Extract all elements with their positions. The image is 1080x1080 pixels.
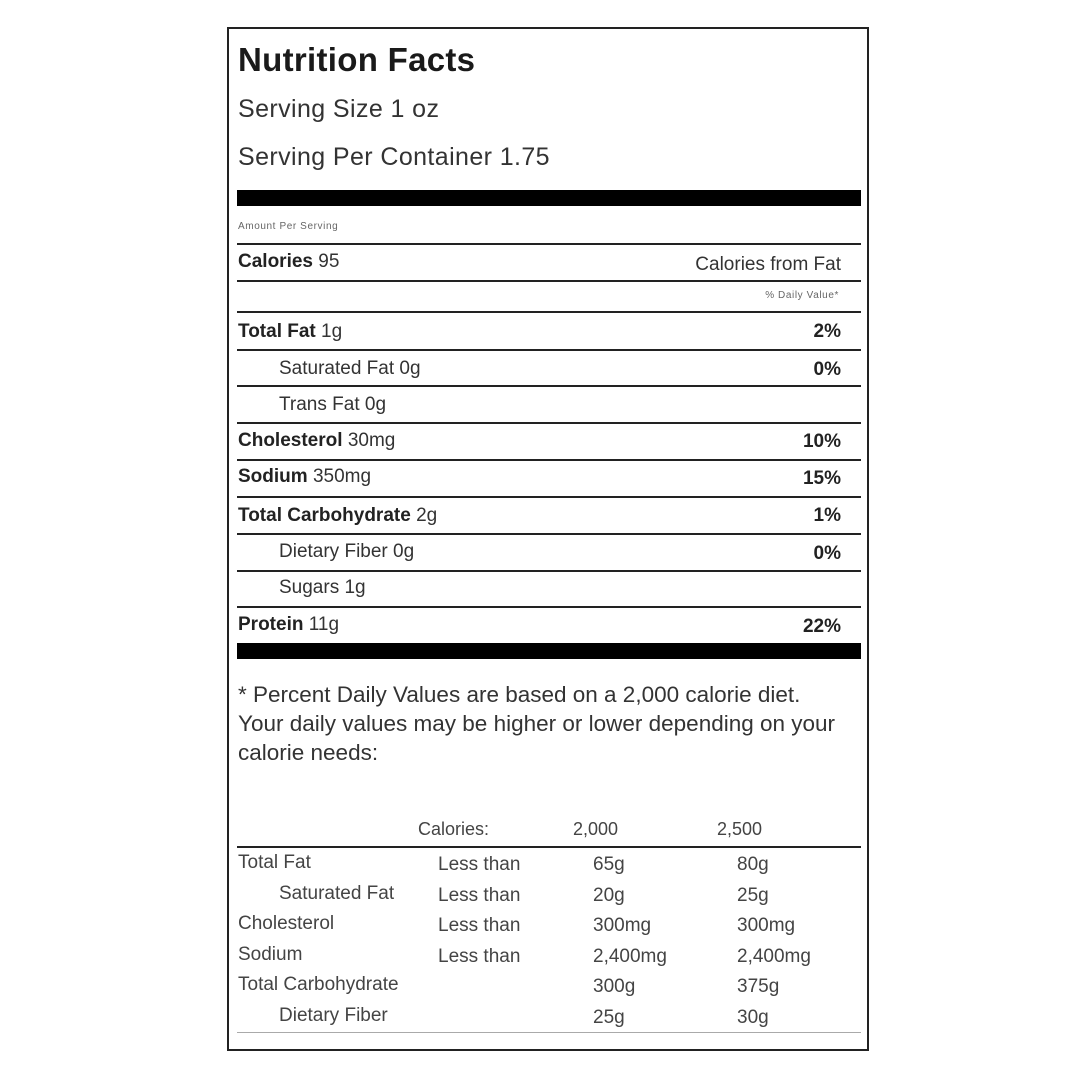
dv-row-col1: 20g (593, 885, 625, 906)
nutrient-row-sodium (238, 466, 371, 488)
nutrient-name: Trans Fat (279, 394, 360, 415)
dv-row-qualifier: Less than (438, 885, 521, 906)
dv-row-col2: 25g (737, 885, 769, 906)
dv-header-col2: 2,500 (717, 819, 763, 839)
dv-row-name: Saturated Fat (279, 883, 395, 904)
nutrient-row-saturated-fat (279, 358, 421, 380)
nutrient-name: Protein (238, 614, 304, 635)
dv-row-qualifier: Less than (438, 915, 521, 936)
nutrient-amount: 0g (364, 394, 387, 415)
dv-row-col2: 30g (737, 1007, 769, 1028)
divider (237, 243, 861, 245)
nutrient-pct: 0% (813, 359, 841, 380)
calories-label: Calories (238, 251, 313, 272)
dv-row-col2: 2,400mg (737, 946, 811, 967)
nutrient-name: Sodium (238, 466, 308, 487)
dv-row-name: Dietary Fiber (279, 1005, 388, 1026)
dv-header-label: Calories: (418, 819, 490, 839)
daily-value-header: % Daily Value* (765, 290, 839, 301)
dv-row-name: Cholesterol (238, 913, 335, 934)
dv-row-col2: 80g (737, 854, 769, 875)
dv-row-col2: 375g (737, 976, 780, 997)
dv-row-col1: 65g (593, 854, 625, 875)
nutrient-pct: 15% (802, 468, 841, 489)
servings-per-container: Serving Per Container 1.75 (238, 143, 550, 171)
calories-row (238, 251, 339, 273)
nutrient-amount: 0g (399, 358, 421, 379)
calories-from-fat: Calories from Fat (695, 254, 841, 275)
dv-row-qualifier: Less than (438, 946, 521, 967)
divider (237, 533, 861, 535)
dv-row-qualifier: Less than (438, 854, 521, 875)
dv-row-name: Total Carbohydrate (238, 974, 399, 995)
nutrition-label (227, 27, 869, 1051)
label-title: Nutrition Facts (238, 41, 476, 78)
nutrient-name: Total Fat (238, 321, 316, 342)
nutrient-name: Sugars (279, 577, 340, 598)
nutrient-pct: 10% (802, 431, 841, 452)
divider (237, 570, 861, 572)
nutrient-pct: 2% (813, 321, 841, 342)
dv-row-name: Total Fat (238, 852, 311, 873)
divider (237, 280, 861, 282)
nutrient-pct: 0% (813, 543, 841, 564)
dv-row-name: Sodium (238, 944, 303, 965)
nutrient-name: Dietary Fiber (279, 541, 388, 562)
dv-header-col1: 2,000 (573, 819, 619, 839)
divider (237, 422, 861, 424)
nutrient-amount: 1g (344, 577, 366, 598)
nutrient-name: Saturated Fat (279, 358, 395, 379)
nutrient-row-dietary-fiber (279, 541, 414, 563)
thick-divider-bottom (237, 643, 861, 659)
nutrient-name: Cholesterol (238, 430, 343, 451)
amount-per-serving: Amount Per Serving (238, 221, 339, 232)
divider (237, 311, 861, 313)
thick-divider-top (237, 190, 861, 206)
divider (237, 385, 861, 387)
nutrient-row-total-fat (238, 321, 342, 343)
nutrient-row-sugars (279, 577, 366, 599)
nutrient-amount: 30mg (347, 430, 396, 451)
nutrient-amount: 0g (393, 541, 415, 562)
nutrient-row-trans-fat (279, 394, 386, 416)
nutrient-amount: 2g (416, 505, 438, 526)
nutrient-name: Total Carbohydrate (238, 505, 411, 526)
calories-value: 95 (318, 251, 340, 272)
serving-size: Serving Size 1 oz (238, 95, 440, 123)
dv-row-col1: 300mg (593, 915, 652, 936)
footnote: * Percent Daily Values are based on a 2,000 calorie diet. Your daily values may be higher or lower depending on your calorie needs: (238, 682, 836, 765)
nutrient-row-cholesterol (238, 430, 395, 452)
divider (237, 846, 861, 848)
dv-row-col1: 25g (593, 1007, 625, 1028)
nutrient-row-protein (238, 614, 339, 636)
nutrient-row-total-carbohydrate (238, 505, 437, 527)
divider (237, 496, 861, 498)
dv-row-col2: 300mg (737, 915, 796, 936)
nutrient-pct: 1% (813, 505, 841, 526)
divider (237, 606, 861, 608)
nutrient-amount: 350mg (312, 466, 372, 487)
divider (237, 1032, 861, 1033)
nutrient-amount: 11g (308, 614, 340, 635)
divider (237, 459, 861, 461)
dv-row-col1: 2,400mg (593, 946, 667, 967)
nutrient-amount: 1g (321, 321, 343, 342)
divider (237, 349, 861, 351)
nutrient-pct: 22% (802, 616, 841, 637)
dv-row-col1: 300g (593, 976, 636, 997)
